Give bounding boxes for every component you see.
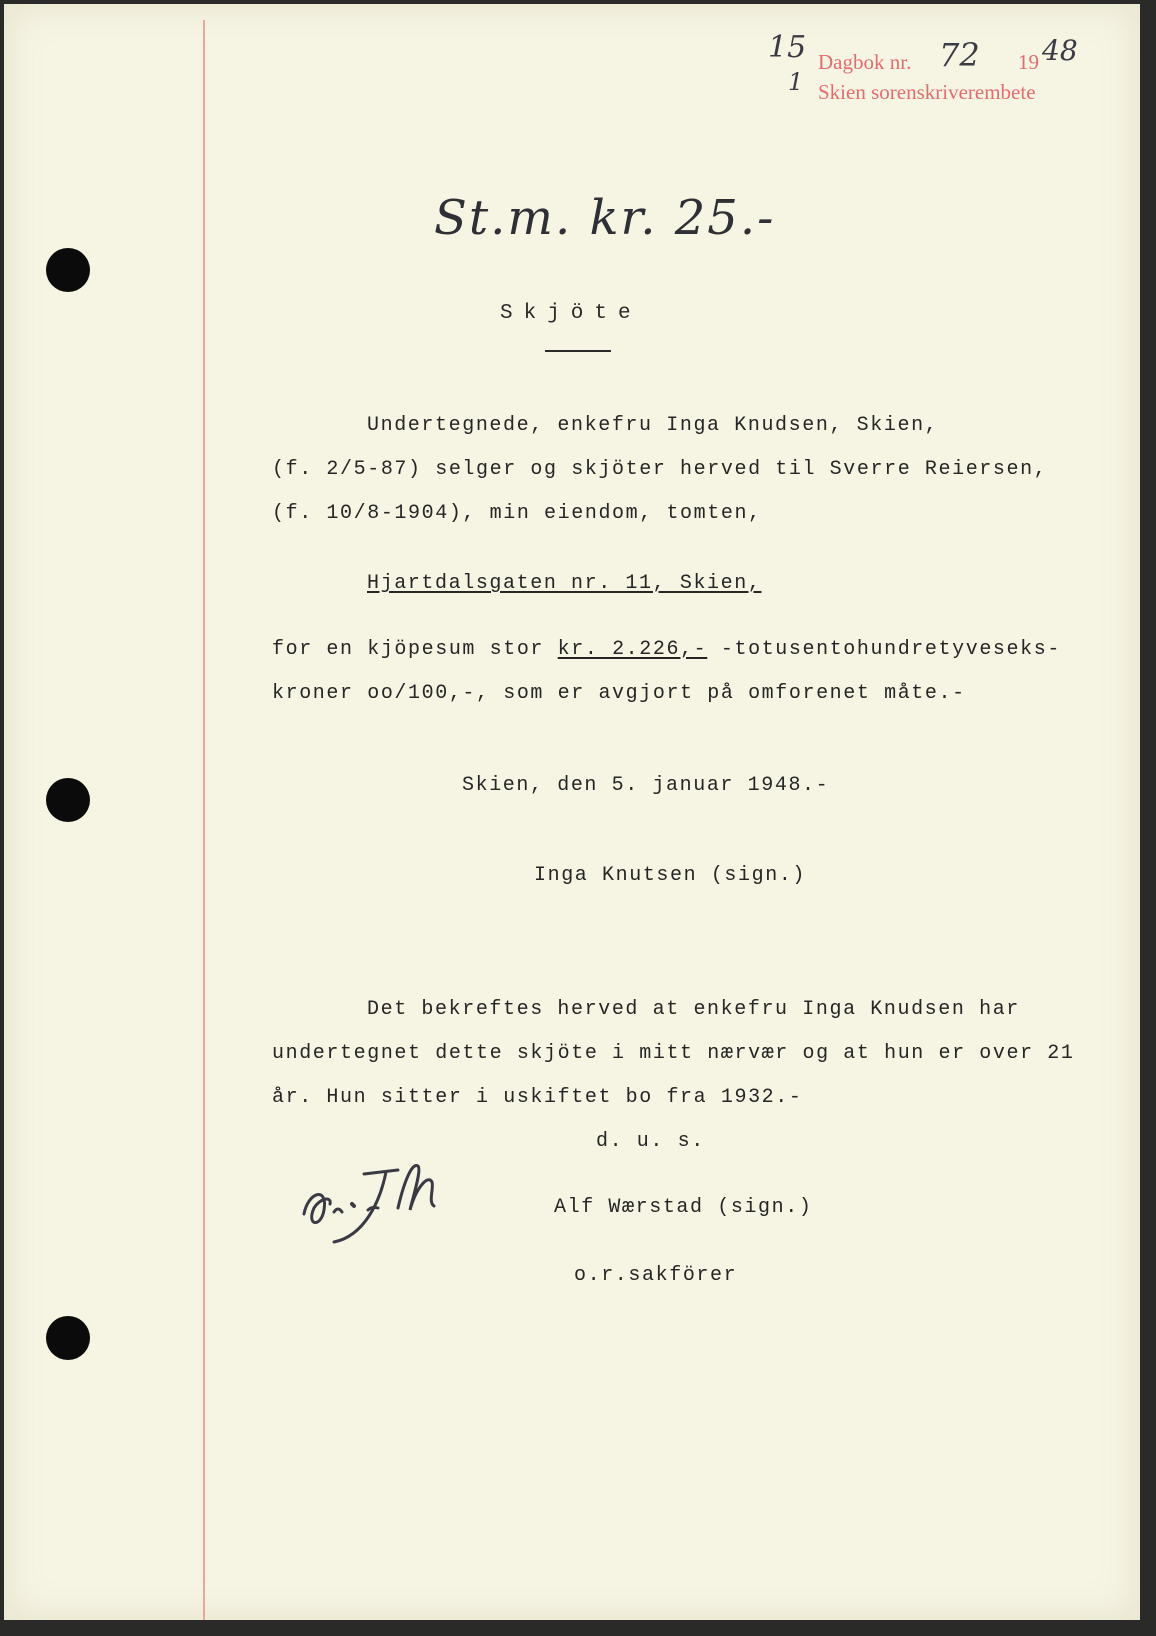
body-line: for en kjöpesum stor kr. 2.226,- -totusentohundretyveseks- <box>272 638 1061 661</box>
handwritten-initials <box>294 1152 464 1252</box>
stamp-year-hand: 48 <box>1042 34 1078 67</box>
body-line: år. Hun sitter i uskiftet bo fra 1932.- <box>272 1086 803 1109</box>
fee-note: St.m. kr. 25.- <box>434 190 776 246</box>
stamp-date-month: 1 <box>788 68 804 96</box>
witness-title: o.r.sakförer <box>574 1264 738 1287</box>
stamp-office: Skien sorenskriverembete <box>818 80 1036 104</box>
stamp-date-day: 15 <box>768 30 807 65</box>
purchase-amount: kr. 2.226,- <box>557 638 708 661</box>
punch-hole-bottom <box>46 1316 90 1360</box>
body-line: (f. 10/8-1904), min eiendom, tomten, <box>272 502 762 525</box>
body-line: (f. 2/5-87) selger og skjöter herved til Sverre Reiersen, <box>272 458 1048 481</box>
document-title: Skjöte <box>500 302 642 325</box>
body-line: undertegnet dette skjöte i mitt nærvær og at hun er over 21 <box>272 1042 1075 1065</box>
punch-hole-middle <box>46 778 90 822</box>
margin-line <box>203 20 205 1620</box>
body-line: kroner oo/100,-, som er avgjort på omforenet måte.- <box>272 682 966 705</box>
stamp-dagbok-number: 72 <box>939 36 980 74</box>
punch-hole-top <box>46 248 90 292</box>
body-line: Det bekreftes herved at enkefru Inga Knudsen har <box>367 998 1020 1021</box>
property-address: Hjartdalsgaten nr. 11, Skien, <box>367 572 762 595</box>
dus-abbreviation: d. u. s. <box>596 1130 705 1153</box>
witness-signature: Alf Wærstad (sign.) <box>554 1196 813 1219</box>
stamp-dagbok-label: Dagbok nr. <box>818 50 912 74</box>
stamp-year-print: 19 <box>1018 50 1039 74</box>
title-underline <box>545 350 611 352</box>
place-date: Skien, den 5. januar 1948.- <box>462 774 830 797</box>
body-line: Undertegnede, enkefru Inga Knudsen, Skien, <box>367 414 939 437</box>
seller-signature: Inga Knutsen (sign.) <box>534 864 807 887</box>
document-page <box>4 4 1140 1620</box>
